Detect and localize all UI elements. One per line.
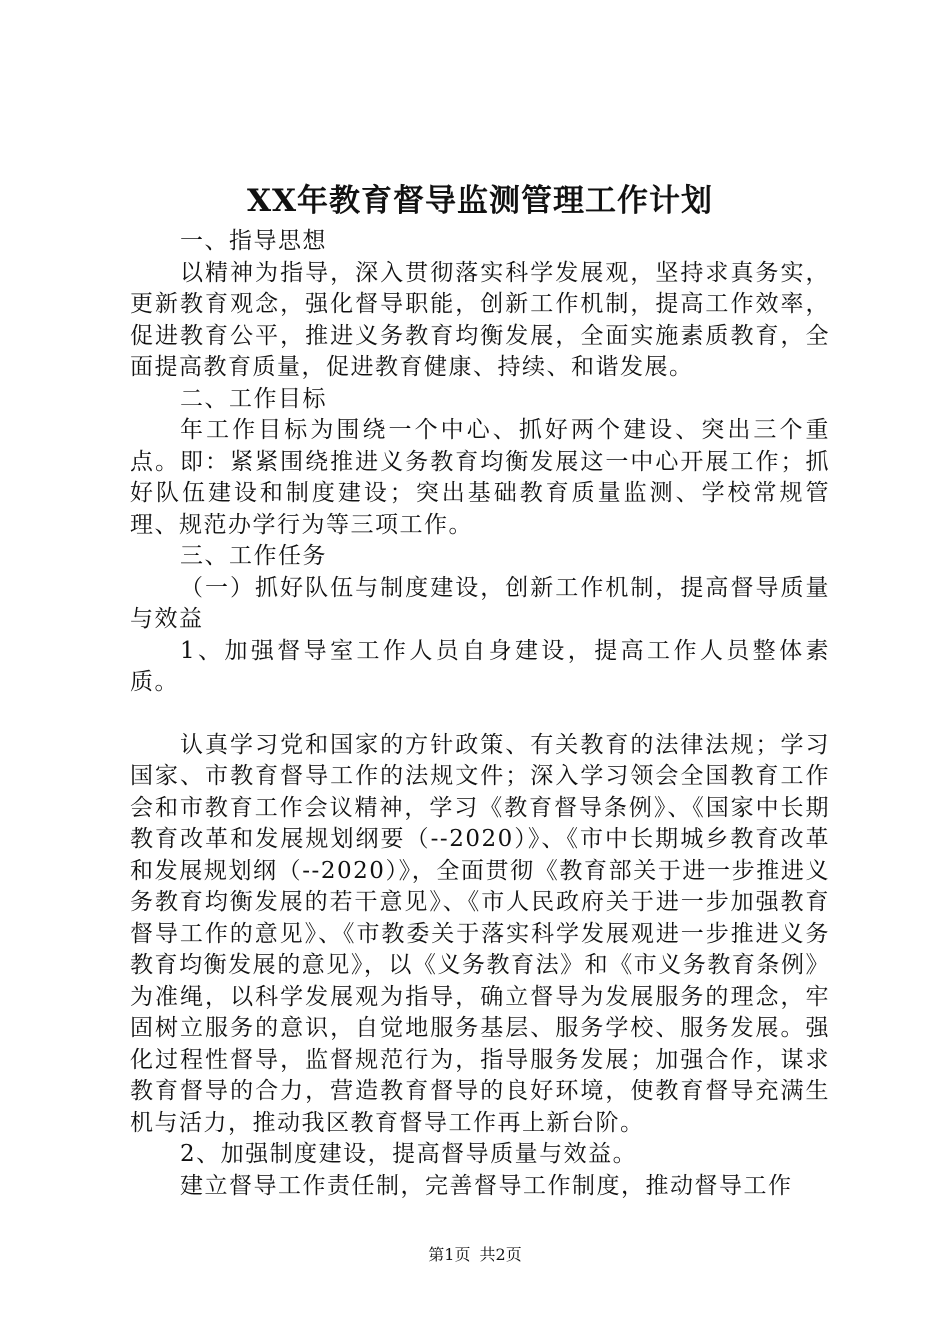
item-2-system-building: 2、加强制度建设，提高督导质量与效益。: [180, 1141, 638, 1167]
paragraph-work-goals: 年工作目标为围绕一个中心、抓好两个建设、突出三个重点。即：紧紧围绕推进义务教育均衡发展这一中心开展工作；抓好队伍建设和制度建设；突出基础教育质量监测、学校常规管理、规范办学行为等三项工作。: [130, 417, 830, 538]
section-heading-guiding-ideology: 一、指导思想: [180, 228, 327, 254]
document-page: [130, 178, 830, 1202]
document-title: XX年教育督导监测管理工作计划: [246, 183, 714, 219]
page-total: 共2页: [479, 1245, 522, 1264]
section-heading-work-goals: 二、工作目标: [180, 385, 327, 412]
page-footer: [0, 1244, 950, 1266]
paragraph-study-policies: 认真学习党和国家的方针政策、有关教育的法律法规；学习国家、市教育督导工作的法规文件；深入学习领会全国教育工作会和市教育工作会议精神，学习《教育督导条例》、《国家中长期教育改革和发展规划纲要（--2020）》、《市中长期城乡教育改革和发展规划纲（--2020）》，全面贯彻《教育部关于进一步推进义务教育均衡发展的若干意见》、《市人民政府关于进一步加强教育督导工作的意见》、《市教委关于落实科学发展观进一步推进义务教育均衡发展的意见》，以《义务教育法》和《市义务教育条例》为准绳，以科学发展观为指导，确立督导为发展服务的理念，牢固树立服务的意识，自觉地服务基层、服务学校、服务发展。强化过程性督导，监督规范行为，指导服务发展；加强合作，谋求教育督导的合力，营造教育督导的良好环境，使教育督导充满生机与活力，推动我区教育督导工作再上新台阶。: [130, 731, 830, 1136]
paragraph-guiding-ideology: 以精神为指导，深入贯彻落实科学发展观，坚持求真务实，更新教育观念，强化督导职能，创新工作机制，提高工作效率，促进教育公平，推进义务教育均衡发展，全面实施素质教育，全面提高教育质量，促进教育健康、持续、和谐发展。: [130, 259, 830, 380]
paragraph-responsibility-system: 建立督导工作责任制，完善督导工作制度，推动督导工作: [180, 1172, 793, 1199]
page-number: 第1页: [428, 1245, 471, 1264]
section-heading-work-tasks: 三、工作任务: [180, 543, 327, 569]
subheading-team-and-system: （一）抓好队伍与制度建设，创新工作机制，提高督导质量与效益: [130, 574, 830, 632]
item-1-self-building: 1、加强督导室工作人员自身建设，提高工作人员整体素质。: [130, 637, 830, 695]
blank-line: [130, 699, 830, 730]
